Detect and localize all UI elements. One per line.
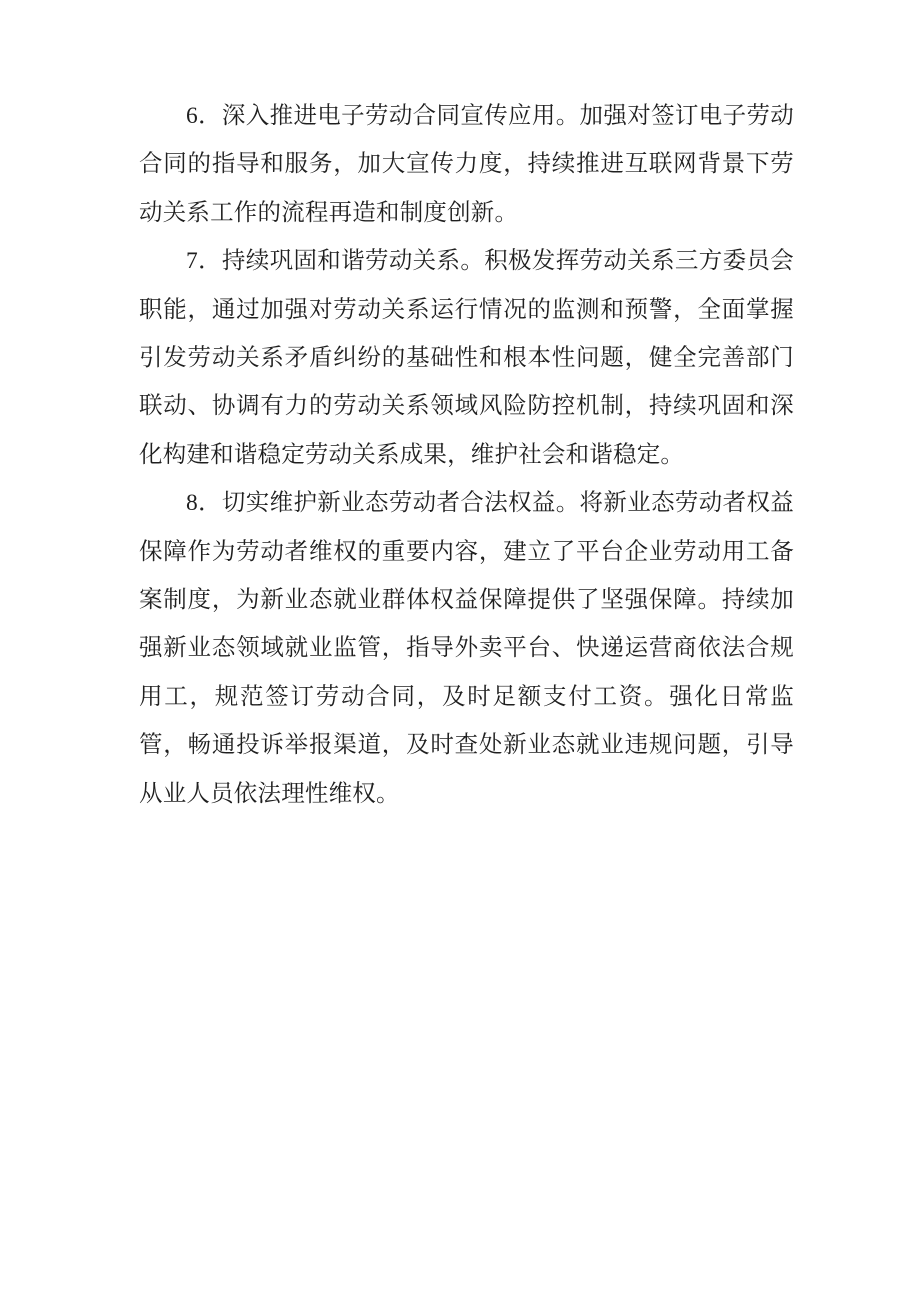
paragraph-7: 7．持续巩固和谐劳动关系。积极发挥劳动关系三方委员会职能，通过加强对劳动关系运行情况的监测和预警，全面掌握引发劳动关系矛盾纠纷的基础性和根本性问题，健全完善部门联动、协调有力的劳动关系领域风险防控机制，持续巩固和深化构建和谐稳定劳动关系成果，维护社会和谐稳定。 [139, 248, 794, 468]
document-body [139, 92, 794, 818]
paragraph-6: 6．深入推进电子劳动合同宣传应用。加强对签订电子劳动合同的指导和服务，加大宣传力度，持续推进互联网背景下劳动关系工作的流程再造和制度创新。 [139, 103, 794, 226]
paragraph-8: 8．切实维护新业态劳动者合法权益。将新业态劳动者权益保障作为劳动者维权的重要内容，建立了平台企业劳动用工备案制度，为新业态就业群体权益保障提供了坚强保障。持续加强新业态领域就业监管，指导外卖平台、快递运营商依法合规用工，规范签订劳动合同，及时足额支付工资。强化日常监管，畅通投诉举报渠道，及时查处新业态就业违规问题，引导从业人员依法理性维权。 [139, 490, 794, 807]
